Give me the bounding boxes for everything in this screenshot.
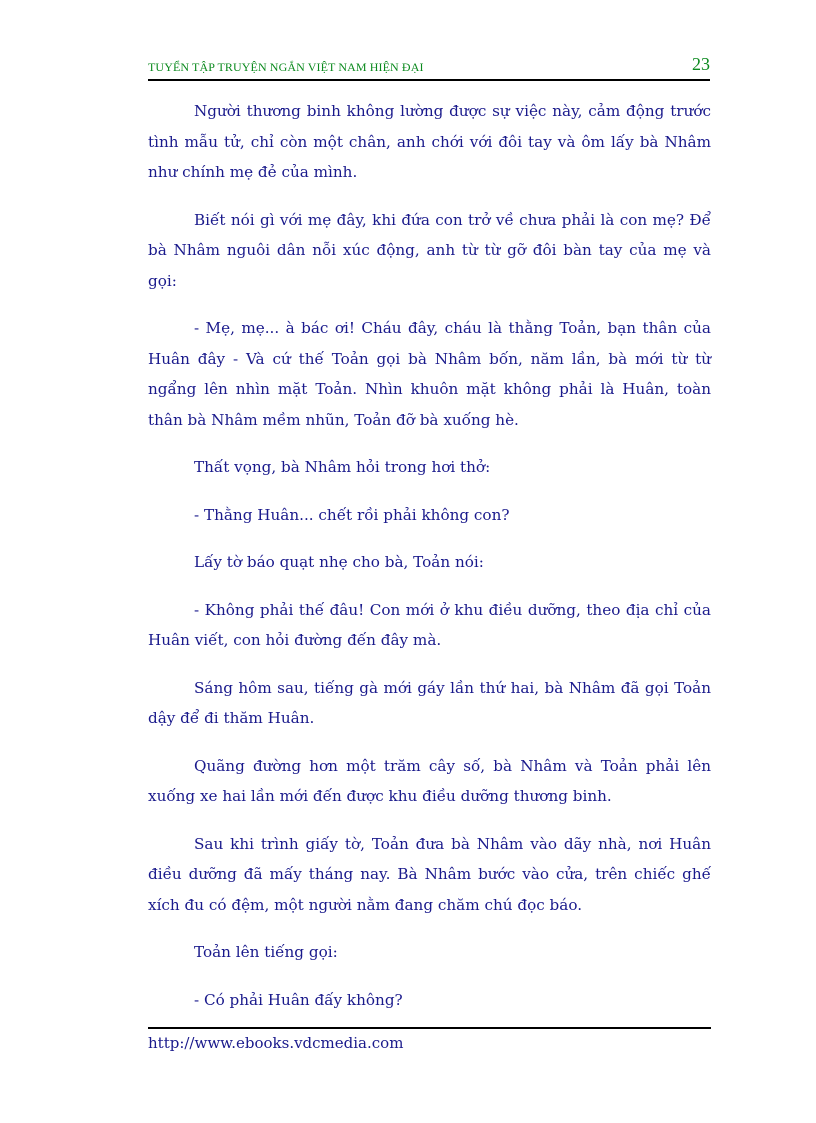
- paragraph: Sáng hôm sau, tiếng gà mới gáy lần thứ hai, bà Nhâm đã gọi Toản dậy để đi thăm Huân.: [148, 678, 711, 727]
- paragraph: - Không phải thế đâu! Con mới ở khu điều dưỡng, theo địa chỉ của Huân viết, con hỏi đường đến đây mà.: [148, 600, 711, 649]
- header-divider: [148, 79, 710, 81]
- footer-divider: [148, 1027, 711, 1029]
- page-header: [148, 54, 710, 80]
- paragraph: - Mẹ, mẹ... à bác ơi! Cháu đây, cháu là thằng Toản, bạn thân của Huân đây - Và cứ thế Toản gọi bà Nhâm bốn, năm lần, bà mới từ từ ngẩng lên nhìn mặt Toản. Nhìn khuôn mặt không phải là Huân, toàn thân bà Nhâm mềm nhũn, Toản đỡ bà xuống hè.: [148, 319, 711, 429]
- paragraph: - Thằng Huân... chết rồi phải không con?: [194, 505, 510, 524]
- paragraph: Thất vọng, bà Nhâm hỏi trong hơi thở:: [194, 458, 491, 476]
- page-number: 23: [692, 54, 710, 74]
- paragraph: Quãng đường hơn một trăm cây số, bà Nhâm và Toản phải lên xuống xe hai lần mới đến được khu điều dưỡng thương binh.: [148, 756, 711, 805]
- paragraph: Toản lên tiếng gọi:: [194, 943, 338, 961]
- paragraph: Sau khi trình giấy tờ, Toản đưa bà Nhâm vào dãy nhà, nơi Huân điều dưỡng đã mấy tháng nay. Bà Nhâm bước vào cửa, trên chiếc ghế xích đu có đệm, một người nằm đang chăm chú đọc báo.: [148, 834, 711, 914]
- book-title: TUYỂN TẬP TRUYỆN NGẮN VIỆT NAM HIỆN ĐẠI: [148, 60, 424, 74]
- story-text: [148, 96, 711, 1032]
- paragraph: Lấy tờ báo quạt nhẹ cho bà, Toản nói:: [194, 553, 484, 571]
- paragraph: Người thương binh không lường được sự việc này, cảm động trước tình mẫu tử, chỉ còn một chân, anh chới với đôi tay và ôm lấy bà Nhâm như chính mẹ đẻ của mình.: [148, 102, 711, 181]
- footer-link[interactable]: http://www.ebooks.vdcmedia.com: [148, 1034, 404, 1052]
- paragraph: - Có phải Huân đấy không?: [194, 990, 403, 1009]
- paragraph: Biết nói gì với mẹ đây, khi đứa con trở về chưa phải là con mẹ? Để bà Nhâm nguôi dân nỗi xúc động, anh từ từ gỡ đôi bàn tay của mẹ và gọi:: [148, 210, 711, 290]
